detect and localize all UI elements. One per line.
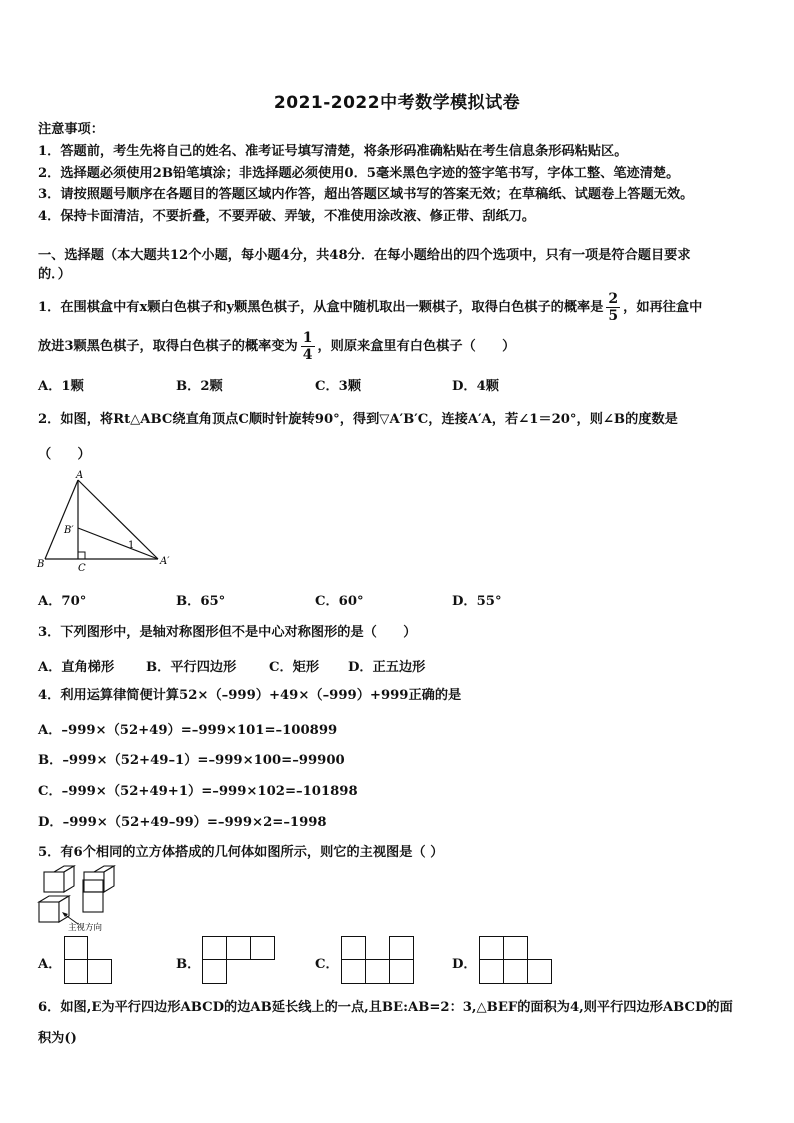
q4-option-c[interactable]: C．–999×（52+49+1）=–999×102=–101898 [38, 784, 358, 799]
q3-option-c[interactable]: C．矩形 [269, 660, 320, 675]
page-title: 2021-2022中考数学模拟试卷 [273, 93, 521, 113]
q5-option-b[interactable]: B． [176, 957, 201, 972]
q4-option-b[interactable]: B．–999×（52+49–1）=–999×100=–99900 [38, 753, 345, 768]
label-c: C [78, 563, 86, 574]
section-heading: 一、选择题（本大题共12个小题，每小题4分，共48分．在每小题给出的四个选项中，只有一项是符合题目要求 [38, 248, 691, 263]
label-a: A [76, 470, 84, 481]
q1-option-c[interactable]: C．3颗 [315, 379, 362, 394]
q5-option-c[interactable]: C． [315, 957, 339, 972]
question-6-cont: 积为() [38, 1031, 77, 1046]
label-a-prime: A′ [160, 556, 170, 567]
label-angle-1: 1 [128, 540, 135, 551]
question-1-cont: 放进3颗黑色棋子，取得白色棋子的概率变为 $\frac{1}{4}$ ，则原来盒里有白色棋子（ ） [38, 330, 516, 363]
q2-option-d[interactable]: D．55° [452, 594, 502, 609]
q1-option-d[interactable]: D．4颗 [452, 379, 499, 394]
question-2: 2．如图，将Rt△ABC绕直角顶点C顺时针旋转90°，得到▽A′B′C，连接A′A，若∠1＝20°，则∠B的度数是 [38, 412, 678, 427]
q4-option-a[interactable]: A．–999×（52+49）=–999×101=–100899 [38, 723, 338, 738]
fraction-1-4: $\frac{1}{4}$ [302, 330, 313, 363]
notice-item: 4．保持卡面清洁，不要折叠，不要弄破、弄皱，不准使用涂改液、修正带、刮纸刀。 [38, 209, 536, 224]
label-b-prime: B′ [64, 525, 74, 536]
question-1: 1．在围棋盒中有x颗白色棋子和y颗黑色棋子，从盒中随机取出一颗棋子，取得白色棋子的概率是 $\frac{2}{5}$ ，如再往盒中 [38, 291, 703, 324]
q4-option-d[interactable]: D．–999×（52+49–99）=–999×2=–1998 [38, 815, 327, 830]
fraction-2-5: $\frac{2}{5}$ [608, 291, 619, 324]
notice-item: 3．请按照题号顺序在各题目的答题区域内作答，超出答题区域书写的答案无效；在草稿纸、试题卷上答题无效。 [38, 187, 694, 202]
question-6: 6．如图,E为平行四边形ABCD的边AB延长线上的一点,且BE:AB=2：3,△BEF的面积为4,则平行四边形ABCD的面 [38, 1000, 733, 1015]
q3-option-b[interactable]: B．平行四边形 [146, 660, 237, 675]
q5-cube-figure [38, 866, 128, 932]
q3-option-a[interactable]: A．直角梯形 [38, 660, 115, 675]
notice-heading: 注意事项： [38, 122, 104, 137]
q5-option-d[interactable]: D． [452, 957, 477, 972]
notice-item: 2．选择题必须使用2B铅笔填涂；非选择题必须使用0．5毫米黑色字迹的签字笔书写，字体工整、笔迹清楚。 [38, 166, 680, 181]
q2-option-a[interactable]: A．70° [38, 594, 87, 609]
question-5: 5．有6个相同的立方体搭成的几何体如图所示，则它的主视图是（ ） [38, 845, 444, 860]
question-4: 4．利用运算律简便计算52×（–999）+49×（–999）+999正确的是 [38, 688, 462, 703]
q1-text: 1．在围棋盒中有x颗白色棋子和y颗黑色棋子，从盒中随机取出一颗棋子，取得白色棋子的概率是 [38, 300, 604, 315]
direction-label: 主视方向 [68, 923, 103, 933]
q1-option-a[interactable]: A．1颗 [38, 379, 84, 394]
q2-option-b[interactable]: B．65° [176, 594, 226, 609]
q2-answer-paren: （ ） [38, 447, 91, 462]
q2-option-c[interactable]: C．60° [315, 594, 364, 609]
notice-item: 1．答题前，考生先将自己的姓名、准考证号填写清楚，将条形码准确粘贴在考生信息条形码粘贴区。 [38, 144, 628, 159]
question-3: 3．下列图形中，是轴对称图形但不是中心对称图形的是（ ） [38, 625, 417, 640]
label-b: B [37, 559, 45, 570]
q2-triangle-figure [36, 470, 186, 575]
q5-option-a[interactable]: A． [38, 957, 62, 972]
section-heading-cont: 的．） [38, 267, 71, 282]
q1-option-b[interactable]: B．2颗 [176, 379, 223, 394]
q3-option-d[interactable]: D．正五边形 [348, 660, 426, 675]
